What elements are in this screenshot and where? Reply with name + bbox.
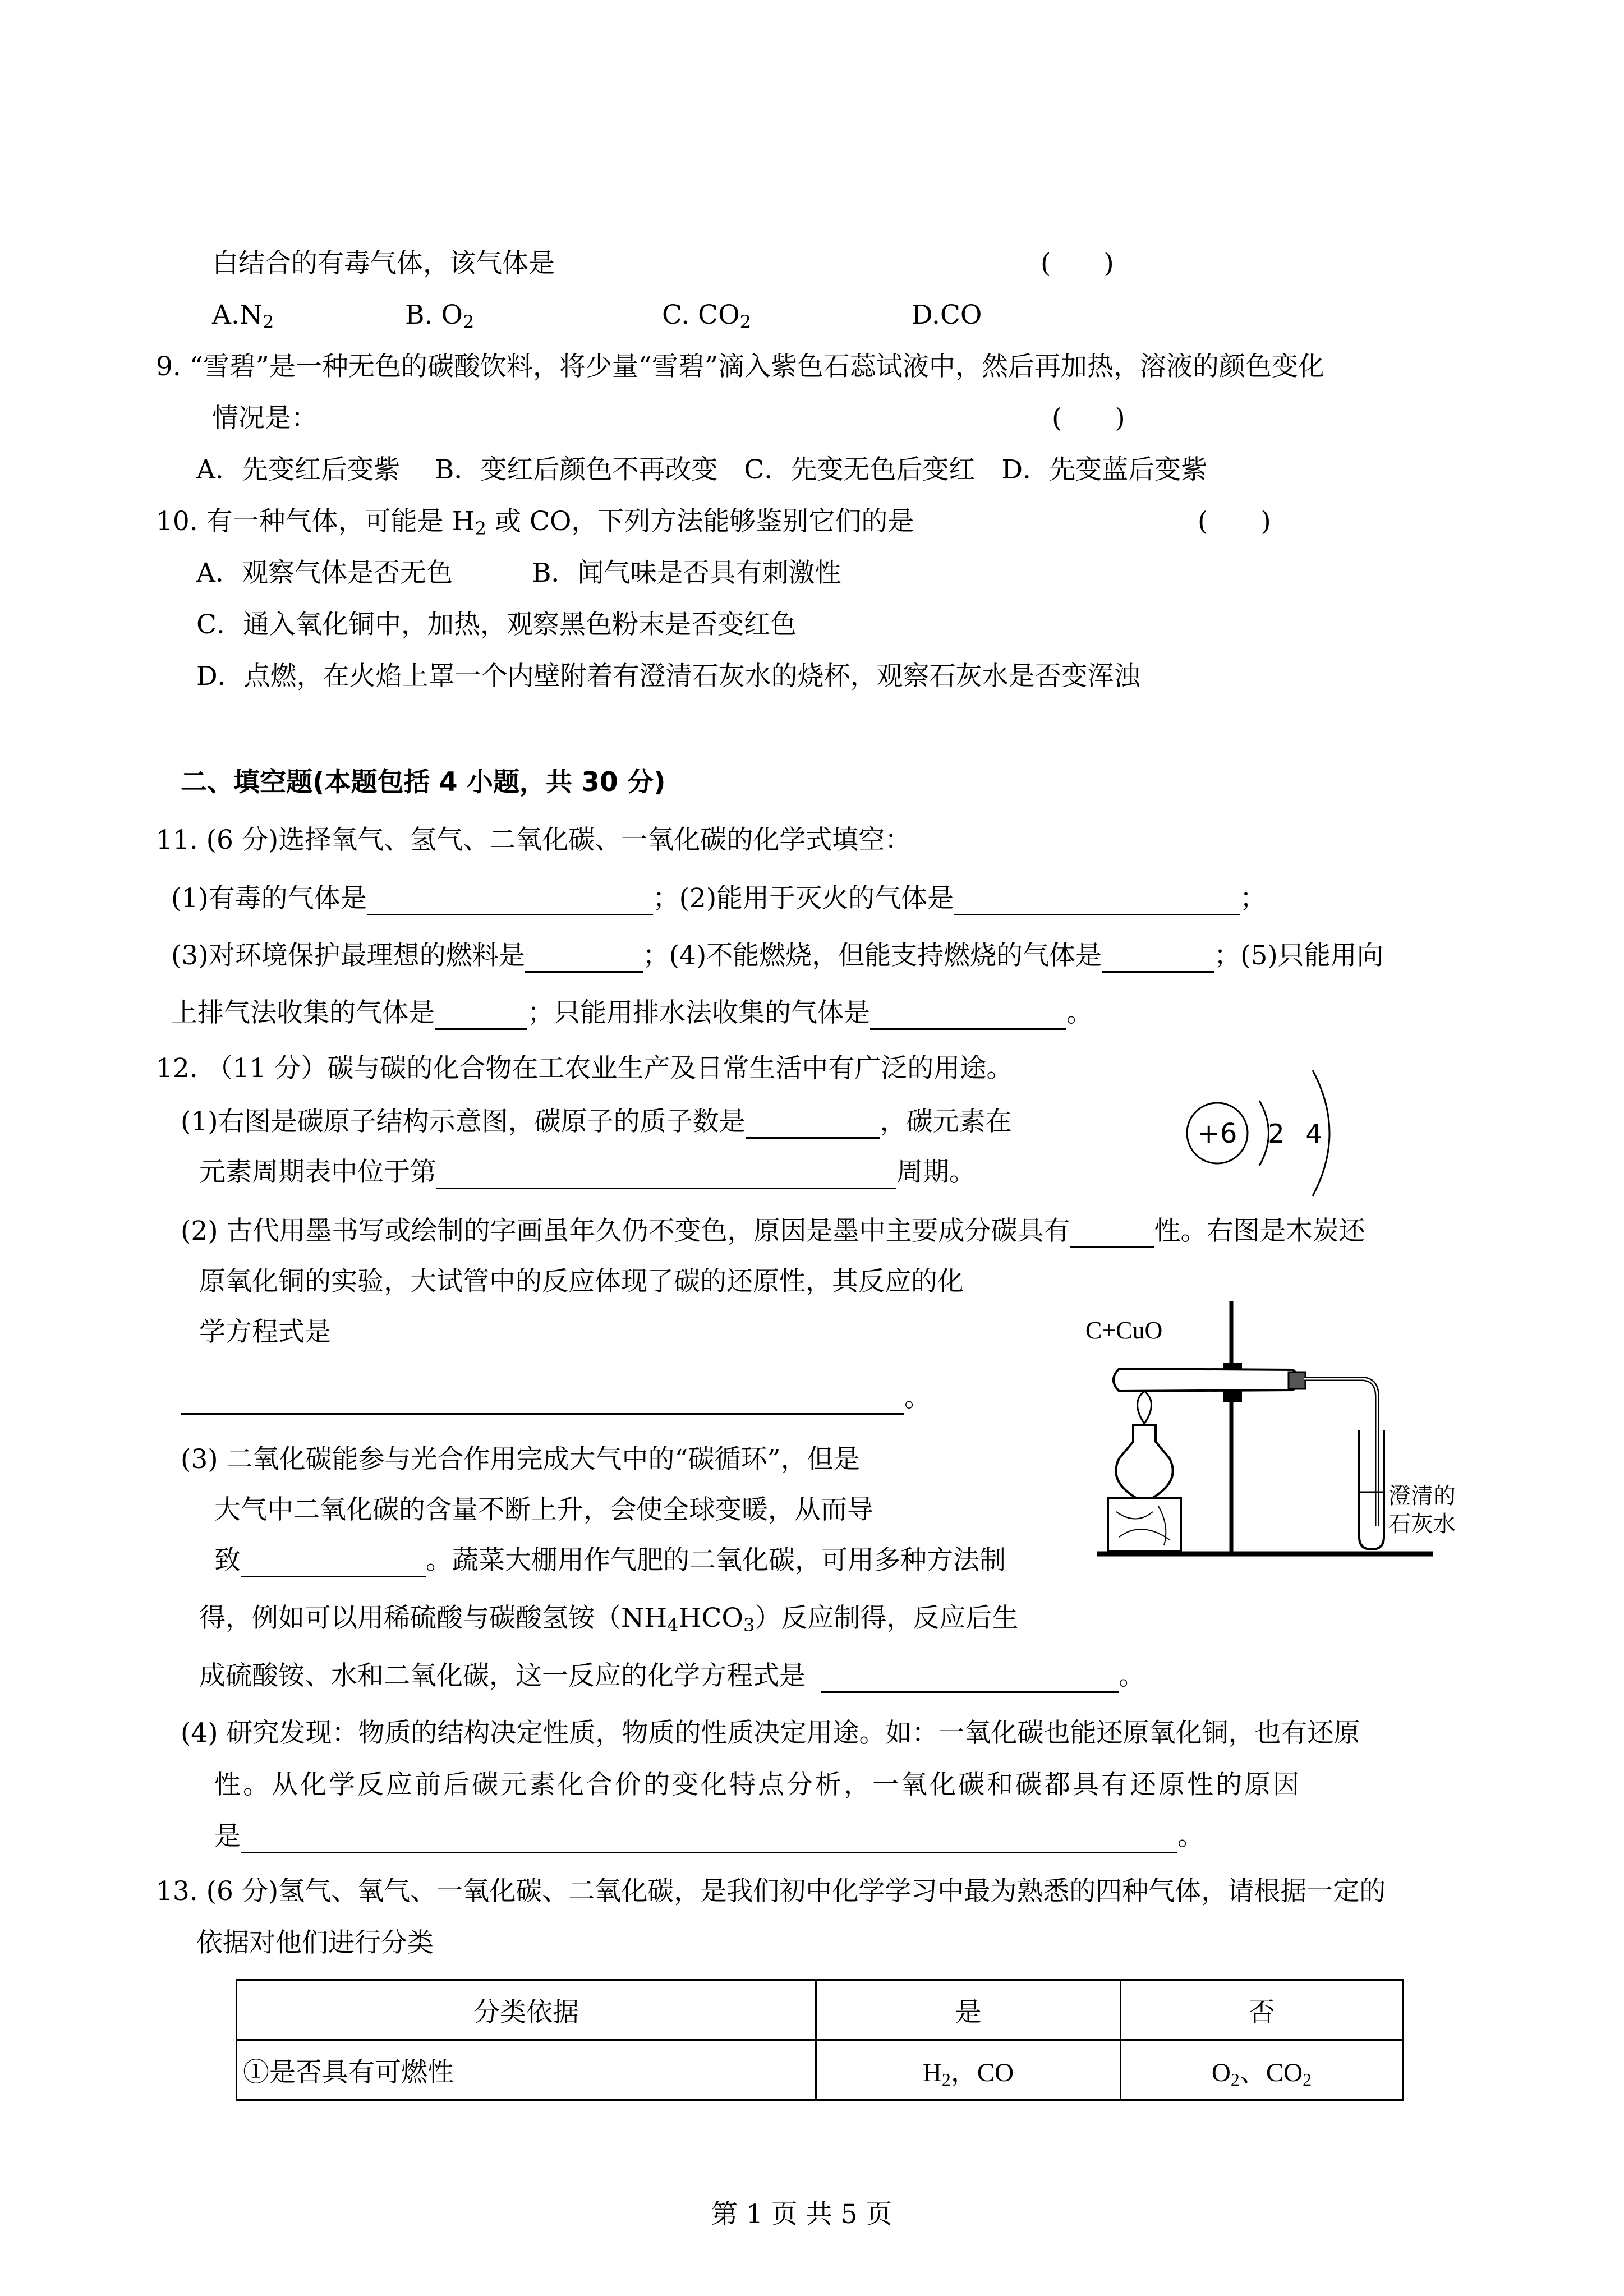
q12-blank-greenhouse[interactable] bbox=[241, 1551, 426, 1577]
q8-option-c: C. $CO_2$ bbox=[662, 300, 752, 333]
q12-p3-line1: (3) 二氧化碳能参与光合作用完成大气中的“碳循环”，但是 bbox=[181, 1444, 860, 1475]
q12-p2-line2: 原氧化铜的实验，大试管中的反应体现了碳的还原性，其反应的化 bbox=[199, 1266, 964, 1297]
delivery-tube-inner bbox=[1304, 1379, 1377, 1526]
q8-option-a: $A.N_2$ bbox=[212, 300, 274, 333]
q12-stem: 12. （11 分）碳与碳的化合物在工农业生产及日常生活中有广泛的用途。 bbox=[156, 1053, 1013, 1084]
q12-blank-stability[interactable] bbox=[1070, 1222, 1154, 1248]
q8-option-d: D.CO bbox=[912, 300, 982, 330]
nucleus-charge: +6 bbox=[1197, 1118, 1237, 1149]
shell-electrons-1: 2 bbox=[1268, 1119, 1285, 1149]
q12-blank-equation-2[interactable] bbox=[821, 1667, 1119, 1693]
q10-answer-paren: ( ) bbox=[1198, 506, 1271, 537]
q13-stem-line1: 13. (6 分)氢气、氧气、一氧化碳、二氧化碳，是我们初中化学学习中最为熟悉的四种气体，请根据一定的 bbox=[156, 1876, 1386, 1907]
q8-answer-paren: ( ) bbox=[1041, 248, 1114, 279]
q8-stem-line bbox=[212, 247, 555, 280]
q9-answer-paren: ( ) bbox=[1052, 403, 1125, 434]
header-yes: 是 bbox=[816, 1980, 1121, 2040]
q12-p2-line1: (2) 古代用墨书写或绘制的字画虽年久仍不变色，原因是墨中主要成分碳具有 性。右图是木炭还 bbox=[181, 1214, 1365, 1248]
q11-line-3: 上排气法收集的气体是 ；只能用排水法收集的气体是 。 bbox=[171, 996, 1093, 1030]
classification-table bbox=[236, 1979, 1404, 2101]
q12-p1-line2: 元素周期表中位于第 周期。 bbox=[199, 1156, 976, 1189]
row1-yes: $H_2$，CO bbox=[816, 2040, 1121, 2100]
q12-p2-line4: 。 bbox=[181, 1381, 931, 1415]
q12-p3-line5: 成硫酸铵、水和二氧化碳，这一反应的化学方程式是 。 bbox=[199, 1659, 1145, 1693]
q9-options: A．先变红后变紫 B．变红后颜色不再改变 C．先变无色后变红 D．先变蓝后变紫 bbox=[196, 454, 1208, 485]
q13-stem-line2: 依据对他们进行分类 bbox=[196, 1927, 434, 1958]
q9-stem-line2: 情况是： bbox=[212, 403, 318, 434]
q12-p3-line2: 大气中二氧化碳的含量不断上升，会使全球变暖，从而导 bbox=[214, 1494, 873, 1525]
q12-blank-proton[interactable] bbox=[746, 1112, 880, 1139]
limewater-label-1: 澄清的 bbox=[1388, 1483, 1456, 1509]
q12-p4-line3: 是 。 bbox=[214, 1820, 1204, 1853]
q12-p4-line1: (4) 研究发现：物质的结构决定性质，物质的性质决定用途。如：一氧化碳也能还原氧化铜，也有还原 bbox=[181, 1718, 1360, 1749]
wooden-block bbox=[1108, 1498, 1181, 1551]
carbon-reduction-apparatus bbox=[1085, 1290, 1489, 1582]
q12-p1-line1: (1)右图是碳原子结构示意图，碳原子的质子数是 ，碳元素在 bbox=[181, 1105, 1012, 1139]
q8-stem-text: 白结合的有毒气体，该气体是 bbox=[212, 248, 555, 279]
reagent-label: C+CuO bbox=[1085, 1317, 1163, 1344]
q11-line-1: (1)有毒的气体是 ；(2)能用于灭火的气体是 ； bbox=[171, 882, 1266, 915]
q8-option-b: B. $O_2$ bbox=[405, 300, 475, 333]
q11-blank-5[interactable] bbox=[435, 1004, 527, 1030]
q11-blank-4[interactable] bbox=[1102, 946, 1214, 973]
q10-option-d: D．点燃，在火焰上罩一个内壁附着有澄清石灰水的烧杯，观察石灰水是否变浑浊 bbox=[196, 661, 1140, 692]
q12-p2-line3: 学方程式是 bbox=[199, 1317, 331, 1347]
limewater-label-2: 石灰水 bbox=[1388, 1511, 1456, 1537]
q11-stem: 11. (6 分)选择氧气、氢气、二氧化碳、一氧化碳的化学式填空： bbox=[156, 825, 912, 855]
row1-basis: ①是否具有可燃性 bbox=[237, 2040, 816, 2100]
q10-options-ab: A．观察气体是否无色 B．闻气味是否具有刺激性 bbox=[196, 558, 841, 588]
q9-stem-line1: 9. “雪碧”是一种无色的碳酸饮料，将少量“雪碧”滴入紫色石蕊试液中，然后再加热，溶液的颜色变化 bbox=[156, 351, 1324, 382]
row1-no: $O_2$、$CO_2$ bbox=[1121, 2040, 1403, 2100]
test-tube bbox=[1114, 1369, 1299, 1391]
shell-arc-1 bbox=[1259, 1101, 1269, 1166]
page-footer: 第 1 页 共 5 页 bbox=[711, 2199, 892, 2230]
table-header-row bbox=[237, 1980, 1403, 2040]
shell-electrons-2: 4 bbox=[1305, 1119, 1322, 1149]
section-heading: 二、填空题(本题包括 4 小题，共 30 分) bbox=[181, 767, 666, 798]
q11-blank-6[interactable] bbox=[870, 1004, 1066, 1030]
limewater-tube bbox=[1359, 1430, 1384, 1549]
q11-blank-2[interactable] bbox=[954, 889, 1240, 915]
q12-blank-reason[interactable] bbox=[241, 1827, 1177, 1853]
carbon-atom-diagram bbox=[1184, 1066, 1363, 1200]
q12-p3-line3: 致 。蔬菜大棚用作气肥的二氧化碳，可用多种方法制 bbox=[214, 1544, 1006, 1577]
q12-p3-line4: 得，例如可以用稀硫酸与碳酸氢铵$(NH_4HCO_3)$反应制得，反应后生 bbox=[199, 1603, 1019, 1636]
q11-line-2: (3)对环境保护最理想的燃料是 ；(4)不能燃烧，但能支持燃烧的气体是 ；(5)只能用向 bbox=[171, 939, 1383, 973]
q12-blank-equation-1[interactable] bbox=[181, 1388, 904, 1415]
header-basis: 分类依据 bbox=[237, 1980, 816, 2040]
tube-stopper bbox=[1289, 1372, 1305, 1389]
q10-option-c: C．通入氧化铜中，加热，观察黑色粉末是否变红色 bbox=[196, 609, 797, 640]
q12-p4-line2: 性。从化学反应前后碳元素化合价的变化特点分析，一氧化碳和碳都具有还原性的原因 bbox=[214, 1769, 1301, 1800]
lamp-flame bbox=[1138, 1391, 1152, 1424]
q10-stem: 10. 有一种气体，可能是 $H_2$ 或 CO，下列方法能够鉴别它们的是 bbox=[156, 506, 914, 539]
alcohol-lamp bbox=[1116, 1425, 1172, 1498]
q11-blank-1[interactable] bbox=[367, 889, 653, 915]
q12-blank-period[interactable] bbox=[436, 1163, 896, 1189]
header-no: 否 bbox=[1121, 1980, 1403, 2040]
delivery-tube bbox=[1304, 1379, 1377, 1526]
table-row bbox=[237, 2040, 1403, 2100]
q11-blank-3[interactable] bbox=[525, 946, 643, 973]
